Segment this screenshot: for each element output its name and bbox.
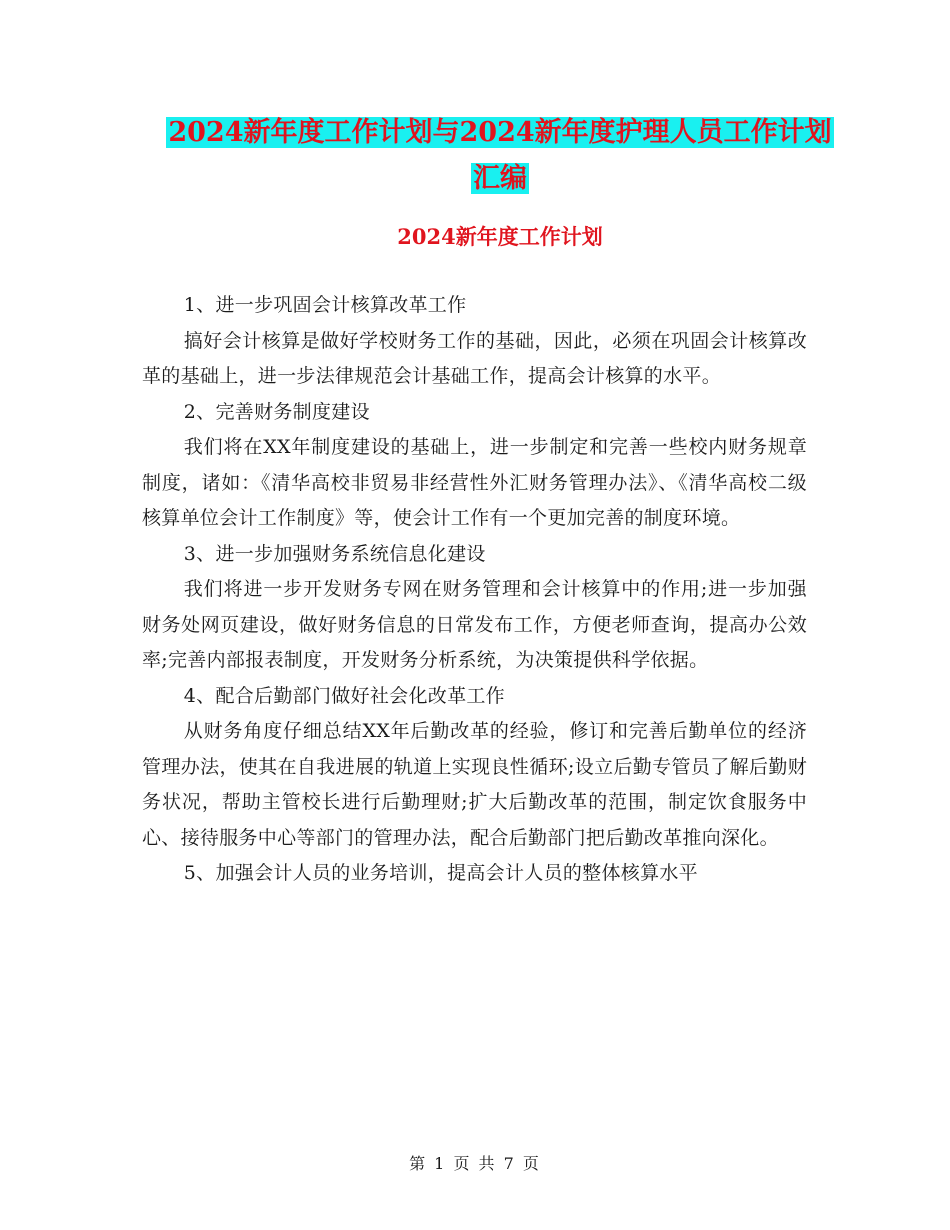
- heading-item-2: 2、完善财务制度建设: [183, 400, 370, 423]
- document-title-line-1: 2024新年度工作计划与2024新年度护理人员工作计划: [168, 117, 832, 148]
- paragraph-3: 我们将进一步开发财务专网在财务管理和会计核算中的作用;进一步加强财务处网页建设，做好财务信息的日常发布工作，方便老师查询，提高办公效率;完善内部报表制度，开发财务分析系统，为决策提供科学依据。: [142, 578, 807, 671]
- paragraph-2: 我们将在XX年制度建设的基础上，进一步制定和完善一些校内财务规章制度，诸如：《清华高校非贸易非经营性外汇财务管理办法》、《清华高校二级核算单位会计工作制度》等，使会计工作有一个更加完善的制度环境。: [142, 436, 807, 529]
- document-title-line-2: 汇编: [473, 163, 527, 194]
- section-title: 2024新年度工作计划: [397, 224, 603, 249]
- heading-item-4: 4、配合后勤部门做好社会化改革工作: [183, 684, 505, 707]
- paragraph-1: 搞好会计核算是做好学校财务工作的基础，因此，必须在巩固会计核算改革的基础上，进一步法律规范会计基础工作，提高会计核算的水平。: [142, 329, 807, 387]
- page-footer: 第 1 页 共 7 页: [409, 1154, 541, 1173]
- paragraph-4: 从财务角度仔细总结XX年后勤改革的经验，修订和完善后勤单位的经济管理办法，使其在自我进展的轨道上实现良性循环;设立后勤专管员了解后勤财务状况，帮助主管校长进行后勤理财;扩大后勤改革的范围，制定饮食服务中心、接待服务中心等部门的管理办法，配合后勤部门把后勤改革推向深化。: [142, 720, 807, 849]
- document-title: [140, 110, 860, 202]
- document-body: [142, 288, 807, 892]
- heading-item-3: 3、进一步加强财务系统信息化建设: [183, 542, 486, 565]
- heading-item-1: 1、进一步巩固会计核算改革工作: [183, 294, 467, 316]
- heading-item-5: 5、加强会计人员的业务培训，提高会计人员的整体核算水平: [183, 862, 698, 884]
